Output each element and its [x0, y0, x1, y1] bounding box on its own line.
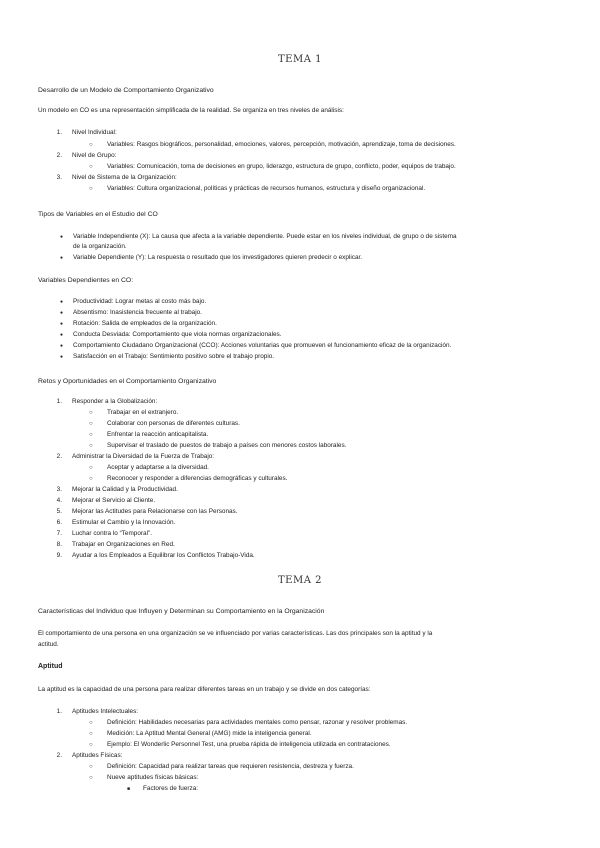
reto-item: Ayudar a los Empleados a Equilibrar los Conflictos Trabajo-Vida. — [72, 552, 255, 559]
tema2-intro: El comportamiento de una persona en una organización se ve influenciado por varias características. Las dos principales son la aptitud y la — [38, 630, 433, 637]
reto-subitem: Colaborar con personas de diferentes culturas. — [107, 420, 240, 427]
reto-number: 9. — [56, 552, 62, 559]
reto-item: Administrar la Diversidad de la Fuerza de Trabajo: — [72, 453, 215, 460]
circle-bullet-icon — [89, 409, 93, 417]
aptitud-item: Aptitudes Intelectuales: — [72, 708, 139, 715]
tipos-item-continued: de la organización. — [73, 243, 127, 250]
level-detail: Variables: Comunicación, toma de decisiones en grupo, liderazgo, estructura de grupo, conflicto, poder, equipos de trabajo. — [107, 163, 456, 170]
aptitud-subitem: Ejemplo: El Wonderlic Personnel Test, una prueba rápida de inteligencia utilizada en contrataciones. — [107, 741, 391, 748]
reto-item: Responder a la Globalización: — [72, 398, 158, 405]
circle-bullet-icon — [89, 163, 93, 171]
circle-bullet-icon — [89, 420, 93, 428]
reto-number: 8. — [56, 541, 62, 548]
aptitud-subitem: Medición: La Aptitud Mental General (AMG) mide la inteligencia general. — [107, 730, 312, 737]
aptitud-subitem: Definición: Habilidades necesarias para actividades mentales como pensar, razonar y resolver problemas. — [107, 719, 408, 726]
reto-number: 7. — [56, 530, 62, 537]
dependiente-item: Conducta Desviada: Comportamiento que viola normas organizacionales. — [73, 331, 282, 338]
level-detail: Variables: Rasgos biográficos, personalidad, emociones, valores, percepción, motivación, aprendizaje, toma de decisiones. — [107, 141, 456, 148]
retos-title: Retos y Oportunidades en el Comportamiento Organizativo — [38, 378, 217, 385]
dependiente-item: Productividad: Lograr metas al costo más bajo. — [73, 298, 207, 305]
circle-bullet-icon — [89, 730, 93, 738]
disc-bullet-icon — [60, 254, 63, 262]
aptitud-number: 1. — [56, 708, 62, 715]
disc-bullet-icon — [60, 309, 63, 317]
circle-bullet-icon — [89, 431, 93, 439]
aptitud-title: Aptitud — [38, 663, 63, 670]
reto-subitem: Reconocer y responder a diferencias demográficas y culturales. — [107, 475, 288, 482]
disc-bullet-icon — [60, 342, 63, 350]
aptitud-subitem: Definición: Capacidad para realizar tareas que requieren resistencia, destreza y fuerza. — [107, 763, 354, 770]
reto-item: Estimular el Cambio y la Innovación. — [72, 519, 176, 526]
circle-bullet-icon — [89, 763, 93, 771]
aptitud-subitem: Nueve aptitudes físicas básicas: — [107, 774, 199, 781]
disc-bullet-icon — [60, 331, 63, 339]
tipos-item: Variable Dependiente (Y): La respuesta o resultado que los investigadores quieren predecir o explicar. — [73, 254, 363, 261]
reto-number: 2. — [56, 453, 62, 460]
dependiente-item: Absentismo: Inasistencia frecuente al trabajo. — [73, 309, 202, 316]
factores-item: Factores de fuerza: — [143, 785, 199, 792]
level-label: Nivel Individual: — [72, 129, 117, 136]
tema1-title: TEMA 1 — [278, 54, 322, 65]
reto-item: Mejorar las Actitudes para Relacionarse con las Personas. — [72, 508, 238, 515]
reto-subitem: Trabajar en el extranjero. — [107, 409, 179, 416]
circle-bullet-icon — [89, 185, 93, 193]
reto-item: Luchar contra lo “Temporal”. — [72, 530, 152, 537]
circle-bullet-icon — [89, 741, 93, 749]
reto-number: 4. — [56, 497, 62, 504]
level-label: Nivel de Grupo: — [72, 152, 117, 159]
level-number: 1. — [56, 129, 62, 136]
dependientes-title: Variables Dependientes en CO: — [38, 277, 134, 284]
circle-bullet-icon — [89, 464, 93, 472]
circle-bullet-icon — [89, 774, 93, 782]
level-number: 3. — [56, 174, 62, 181]
reto-number: 5. — [56, 508, 62, 515]
square-bullet-icon — [127, 785, 130, 793]
reto-number: 1. — [56, 398, 62, 405]
circle-bullet-icon — [89, 141, 93, 149]
reto-subitem: Supervisar el traslado de puestos de trabajo a países con menores costos laborales. — [107, 442, 347, 449]
circle-bullet-icon — [89, 442, 93, 450]
tema1-section-title: Desarrollo de un Modelo de Comportamiento Organizativo — [38, 87, 214, 94]
reto-number: 6. — [56, 519, 62, 526]
aptitud-number: 2. — [56, 752, 62, 759]
disc-bullet-icon — [60, 320, 63, 328]
level-label: Nivel de Sistema de la Organización: — [72, 174, 177, 181]
disc-bullet-icon — [60, 298, 63, 306]
reto-item: Mejorar la Calidad y la Productividad. — [72, 486, 178, 493]
circle-bullet-icon — [89, 475, 93, 483]
aptitud-item: Aptitudes Físicas: — [72, 752, 123, 759]
level-detail: Variables: Cultura organizacional, políticas y prácticas de recursos humanos, estructura y diseño organizacional. — [107, 185, 426, 192]
aptitud-intro: La aptitud es la capacidad de una persona para realizar diferentes tareas en un trabajo y se divide en dos categorías: — [38, 686, 371, 693]
disc-bullet-icon — [60, 233, 63, 241]
tema2-section-title: Características del Individuo que Influyen y Determinan su Comportamiento en la Organización — [38, 608, 325, 615]
tipos-item: Variable Independiente (X): La causa que afecta a la variable dependiente. Puede estar en los niveles individual, de grupo o de sistema — [73, 233, 457, 240]
disc-bullet-icon — [60, 353, 63, 361]
reto-subitem: Aceptar y adaptarse a la diversidad. — [107, 464, 209, 471]
reto-subitem: Enfrentar la reacción anticapitalista. — [107, 431, 209, 438]
tema1-intro: Un modelo en CO es una representación simplificada de la realidad. Se organiza en tres niveles de análisis: — [38, 107, 344, 114]
reto-item: Trabajar en Organizaciones en Red. — [72, 541, 175, 548]
circle-bullet-icon — [89, 719, 93, 727]
level-number: 2. — [56, 152, 62, 159]
tema2-title: TEMA 2 — [278, 575, 322, 586]
reto-item: Mejorar el Servicio al Cliente. — [72, 497, 156, 504]
reto-number: 3. — [56, 486, 62, 493]
dependiente-item: Comportamiento Ciudadano Organizacional (CCO): Acciones voluntarias que promueven el funcionamiento eficaz de la organización. — [73, 342, 452, 349]
dependiente-item: Satisfacción en el Trabajo: Sentimiento positivo sobre el trabajo propio. — [73, 353, 275, 360]
tipos-title: Tipos de Variables en el Estudio del CO — [38, 211, 158, 218]
dependiente-item: Rotación: Salida de empleados de la organización. — [73, 320, 217, 327]
tema2-intro-continued: actitud. — [38, 641, 59, 648]
